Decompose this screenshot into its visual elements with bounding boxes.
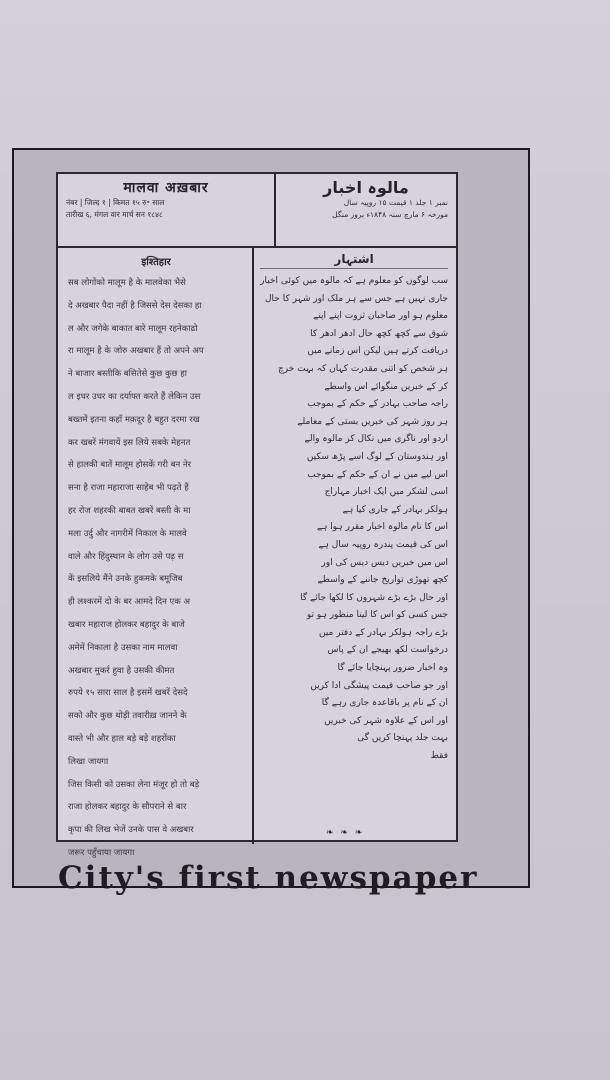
text-line: وہ اخبار ضرور پہنچایا جائے گا [337, 663, 448, 674]
hindi-column [58, 248, 254, 858]
text-line: ल इधर उधर का दर्याफ्त करते हैं लेकिन उस [68, 391, 201, 402]
text-line: راجہ صاحب بہادر کے حکم کے بموجب [307, 399, 448, 410]
text-line: हर रोज शहरकी बाबत खबरें बस्ती के मा [68, 505, 191, 516]
text-line: اس کی قیمت پندرہ روپیہ سال ہے [318, 539, 448, 550]
text-line: اور جو صاحب قیمت پیشگی ادا کریں [310, 680, 448, 691]
text-line: ہولکر بہادر کے جاری کیا ہے [342, 504, 448, 515]
text-line: بہت جلد پہنچا کریں گی [357, 733, 448, 744]
text-line: اور ہندوستان کے لوگ اسے پڑھ سکیں [306, 451, 448, 462]
text-line: अमेमें निकाला है उसका नाम मालवा [68, 642, 178, 653]
text-line: रुपये १५ सारा साल है इसमें खबरें देसदे [68, 688, 188, 699]
text-line: सको और कुछ थोड़ी तवारीख़ जानने के [68, 711, 187, 722]
urdu-title: مالوہ اخبار [323, 178, 409, 197]
text-line: درخواست لکھ بھیجے ان کے پاس [327, 645, 448, 656]
masthead-hindi [58, 174, 276, 246]
text-line: بڑے راجہ ہولکر بہادر کے دفتر میں [318, 627, 448, 638]
text-line: اور حال بڑے بڑے شہروں کا لکھا جائے گا [300, 592, 448, 603]
text-line: मला उर्दु और नागरीमें निकाल के मालवे [68, 528, 187, 539]
urdu-subtitle-line: مورخہ ۶ مارچ سنہ ۱۸۴۸ء بروز منگل [332, 210, 448, 219]
hindi-notice-heading: इश्तिहार [141, 257, 171, 268]
masthead [58, 174, 456, 248]
text-line: वास्ते भी और हाल बड़े बड़े शहरोंका [68, 733, 176, 744]
text-line: سب لوگوں کو معلوم ہے کہ مالوہ میں کوئی اخبار [260, 276, 448, 286]
text-line: दे अखबार पैदा नहीं है जिससे देस देसका हा [68, 300, 202, 311]
hindi-text-block [68, 272, 244, 865]
text-line: बख्तमें इतना कहाँ मक़दूर है बहुत दरमा रख [68, 414, 200, 425]
text-line: रा मालूम है के जोरु अखबार हैं तो अपने अप [68, 346, 204, 357]
newspaper-facsimile [56, 172, 458, 858]
text-line: ही लश्करमें दो के बर आमदे दिन एक अ [68, 597, 190, 608]
text-line: सब लोगोंको मालूम है के मालवेका भैसे [68, 278, 186, 288]
masthead-urdu [276, 174, 456, 246]
text-line: जरूर पहुँचाया जायगा [68, 847, 135, 858]
text-line: अखबार मुकर्र हुवा है उसकी कीमत [68, 665, 175, 676]
text-line: जिस किसी को उसका लेना मंजूर हो तो बड़े [68, 779, 200, 790]
text-line: اس کا نام مالوہ اخبار مقرر ہوا ہے [316, 522, 448, 533]
urdu-notice-heading: اشتہار [260, 252, 448, 269]
text-line: جس کسی کو اس کا لینا منظور ہو تو [306, 610, 448, 621]
ornament: ❧ ❧ ❧ [326, 828, 365, 838]
text-line: राजा होलकर बहादुर के सौपराने से बार [68, 802, 187, 813]
text-line: कृपा की लिख भेजें उनके पास वे अखबार [68, 825, 194, 836]
hindi-subtitle-line: नंबर | जिल्द १ | किमत १५ रु॰ साल [66, 198, 165, 207]
text-line: اور اس کے علاوہ شہر کی خبریں [324, 715, 448, 726]
text-line: شوق سے کچھ کچھ حال ادھر ادھر کا [310, 328, 448, 339]
text-line: دریافت کرتے ہیں لیکن اس زمانے میں [307, 346, 448, 357]
hindi-subtitle-line: तारीख ६, मंगल वार मार्च सन १८४८ [66, 210, 163, 219]
text-line: सना है राजा महाराजा साहेब भी पढ़ते हैं [68, 483, 189, 494]
text-line: کر کے خبریں منگوائے اس واسطے [324, 381, 448, 392]
text-line: کچھ تھوڑی تواریخ جاننے کے واسطے [317, 575, 448, 586]
urdu-text-block [260, 273, 448, 766]
text-line: ने बाजार बस्तीकि बसितेसे कुछ कुछ हा [68, 369, 187, 380]
text-line: खबार महाराज होलकर बहादुर के बाजे [68, 619, 185, 630]
text-line: معلوم ہو اور صاحبان ثروت اپنے اپنے [313, 311, 448, 322]
urdu-column [254, 248, 456, 844]
text-line: ان کے نام پر باقاعدہ جاری رہے گا [321, 698, 448, 709]
text-line: ہر روز شہر کی خبریں بستی کے معاملے [297, 416, 448, 427]
text-line: ल और जगेके बाकात बारे मालूम रहनेकाढो [68, 323, 198, 334]
text-line: लिखा जायगा [68, 756, 109, 767]
text-line: वाले और हिंदुस्थान के लोग उसे पढ़ स [68, 551, 184, 562]
text-line: اسی لشکر میں ایک اخبار مہاراج [324, 487, 448, 498]
text-line: فقط [430, 751, 448, 762]
text-line: कर खबरें मंगवायें इस लिये सबके मेहनत [68, 437, 191, 448]
hindi-title: मालवा अख़बार [123, 180, 209, 196]
text-line: कें इसलिये मैंने उनके हुकमके बमूजिब [68, 574, 183, 585]
text-line: اس لیے میں نے ان کے حکم کے بموجب [307, 469, 448, 480]
text-line: جاری نہیں ہے جس سے ہر ملک اور شہر کا حال [265, 293, 448, 304]
newspaper-body [58, 248, 456, 858]
urdu-subtitle-line: نمبر ۱ جلد ۱ قیمت ۱۵ روپیہ سال [343, 198, 448, 207]
text-line: اردو اور ناگری میں نکال کر مالوہ والے [304, 434, 448, 445]
text-line: ہر شخص کو اتنی مقدرت کہاں کہ بہت خرچ [278, 363, 448, 374]
text-line: اس میں خبریں دیس دیس کی اور [321, 557, 448, 568]
text-line: से हालकी बातें मालूम होसकें गरी बन नेर [68, 460, 192, 471]
photo-caption: City's first newspaper [58, 860, 479, 896]
